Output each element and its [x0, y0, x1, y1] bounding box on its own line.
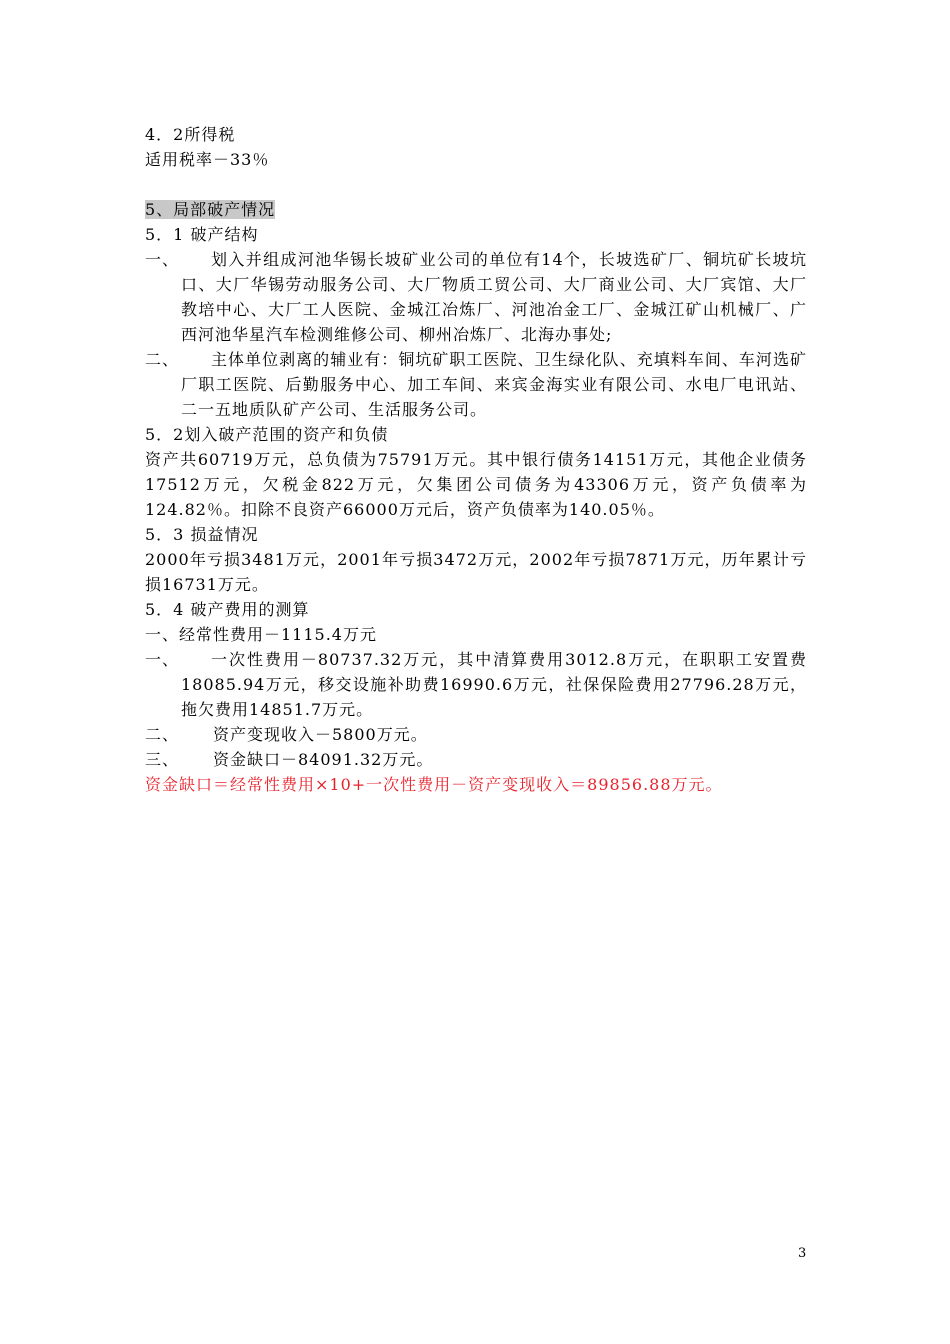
section-5-title: 5、局部破产情况: [145, 200, 276, 219]
section-4-2-title: 4．2所得税: [145, 125, 236, 144]
list-item-number: 二、: [145, 725, 180, 744]
section-5-title-row: [145, 197, 807, 222]
list-item-number: 二、: [145, 350, 180, 369]
list-item-text: 一次性费用－80737.32万元，其中清算费用3012.8万元，在职职工安置费18085.94万元，移交设施补助费16990.6万元，社保保险费用27796.28万元，拖欠费用14851.7万元。: [181, 650, 807, 719]
tax-rate-line: 适用税率－33％: [145, 150, 270, 169]
list-item-number: 一、: [145, 650, 180, 669]
section-5-2-title: 5．2划入破产范围的资产和负债: [145, 425, 389, 444]
list-item-text: 资产变现收入－5800万元。: [213, 725, 428, 744]
assets-liabilities-paragraph: 资产共60719万元，总负债为75791万元。其中银行债务14151万元，其他企业债务17512万元，欠税金822万元，欠集团公司债务为43306万元，资产负债率为124.82％。扣除不良资产66000万元后，资产负债率为140.05％。: [145, 450, 807, 519]
list-item-number: 三、: [145, 750, 180, 769]
section-5-1-title: 5．1 破产结构: [145, 225, 259, 244]
list-item-text: 资金缺口－84091.32万元。: [213, 750, 434, 769]
recurring-cost-line: 一、经常性费用－1115.4万元: [145, 625, 377, 644]
profit-loss-paragraph: 2000年亏损3481万元，2001年亏损3472万元，2002年亏损7871万元，历年累计亏损16731万元。: [145, 550, 807, 594]
document-body: [145, 122, 807, 797]
section-5-3-title: 5．3 损益情况: [145, 525, 259, 544]
blank-line: [145, 172, 807, 197]
list-item: [145, 647, 807, 722]
list-item-text: 主体单位剥离的辅业有：铜坑矿职工医院、卫生绿化队、充填料车间、车河选矿厂职工医院、后勤服务中心、加工车间、来宾金海实业有限公司、水电厂电讯站、二一五地质队矿产公司、生活服务公司。: [181, 350, 807, 419]
section-5-4-title: 5．4 破产费用的测算: [145, 600, 310, 619]
page-number: 3: [798, 1246, 807, 1261]
list-item-number: 一、: [145, 250, 180, 269]
list-item: [145, 247, 807, 347]
list-item: [145, 722, 807, 747]
list-item-text: 划入并组成河池华锡长坡矿业公司的单位有14个，长坡选矿厂、铜坑矿长坡坑口、大厂华锡劳动服务公司、大厂物质工贸公司、大厂商业公司、大厂宾馆、大厂教培中心、大厂工人医院、金城江冶炼厂、河池冶金工厂、金城江矿山机械厂、广西河池华星汽车检测维修公司、柳州冶炼厂、北海办事处;: [181, 250, 807, 344]
list-item: [145, 747, 807, 772]
funding-gap-formula: 资金缺口＝经常性费用×10+一次性费用－资产变现收入＝89856.88万元。: [145, 775, 723, 794]
list-item: [145, 347, 807, 422]
